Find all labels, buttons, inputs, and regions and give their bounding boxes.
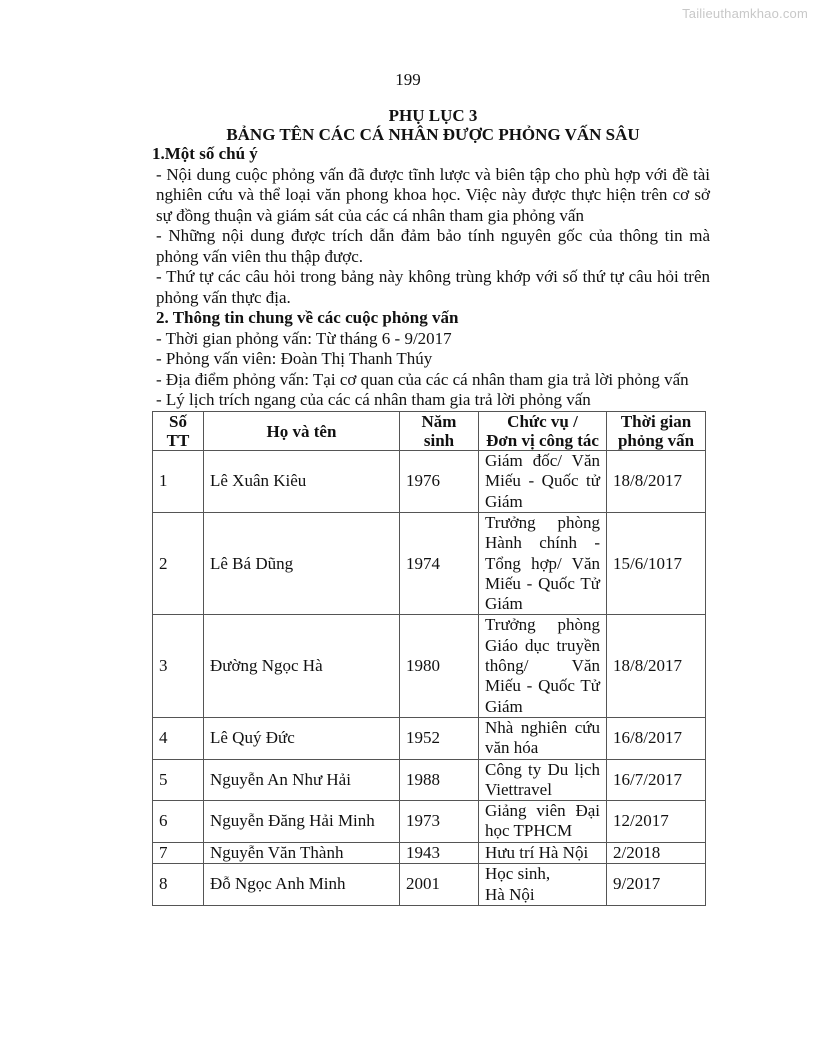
cell-year: 1973 (400, 801, 479, 843)
table-row (153, 717, 706, 759)
header-name: Họ và tên (204, 412, 400, 451)
cell-year: 1988 (400, 759, 479, 801)
table-title: BẢNG TÊN CÁC CÁ NHÂN ĐƯỢC PHỎNG VẤN SÂU (226, 125, 640, 144)
appendix-title: PHỤ LỤC 3 (388, 106, 478, 125)
cell-name: Nguyễn Đăng Hải Minh (204, 801, 400, 843)
cell-date: 16/7/2017 (607, 759, 706, 801)
cell-stt: 5 (153, 759, 204, 801)
cell-position: Học sinh, Hà Nội (479, 864, 607, 906)
cell-date: 2/2018 (607, 842, 706, 863)
cell-year: 1952 (400, 717, 479, 759)
info-line: - Phỏng vấn viên: Đoàn Thị Thanh Thúy (156, 349, 433, 368)
table-row (153, 615, 706, 717)
cell-date: 18/8/2017 (607, 615, 706, 717)
cell-year: 2001 (400, 864, 479, 906)
cell-position: Giám đốc/ Văn Miếu - Quốc tử Giám (479, 451, 607, 513)
cell-name: Lê Quý Đức (204, 717, 400, 759)
cell-stt: 1 (153, 451, 204, 513)
info-line: - Thời gian phỏng vấn: Từ tháng 6 - 9/2017 (156, 328, 452, 348)
cell-stt: 3 (153, 615, 204, 717)
cell-name: Đỗ Ngọc Anh Minh (204, 864, 400, 906)
cell-year: 1976 (400, 451, 479, 513)
cell-year: 1980 (400, 615, 479, 717)
table-row (153, 451, 706, 513)
table-row (153, 842, 706, 863)
section-1-heading: 1.Một số chú ý (152, 144, 258, 163)
section-2-heading: 2. Thông tin chung về các cuộc phỏng vấn (156, 308, 459, 327)
cell-position: Giảng viên Đại học TPHCM (479, 801, 607, 843)
cell-position: Nhà nghiên cứu văn hóa (479, 717, 607, 759)
cell-date: 9/2017 (607, 864, 706, 906)
table-row (153, 513, 706, 615)
document-body (152, 106, 710, 411)
cell-stt: 4 (153, 717, 204, 759)
note-paragraph: - Nội dung cuộc phỏng vấn đã được tĩnh lược và biên tập cho phù hợp với đề tài nghiên cứu và thể loại văn phong khoa học. Việc này được thực hiện trên cơ sở sự đồng thuận và giám sát của các cá nhân tham gia phỏng vấn (156, 164, 710, 225)
cell-position: Công ty Du lịch Viettravel (479, 759, 607, 801)
cell-year: 1974 (400, 513, 479, 615)
cell-date: 12/2017 (607, 801, 706, 843)
table-row (153, 759, 706, 801)
page-number: 199 (395, 70, 421, 89)
cell-name: Nguyễn An Như Hải (204, 759, 400, 801)
interviewee-table (152, 411, 706, 906)
cell-name: Lê Xuân Kiêu (204, 451, 400, 513)
info-line: - Địa điểm phỏng vấn: Tại cơ quan của các cá nhân tham gia trả lời phỏng vấn (156, 369, 689, 389)
watermark: Tailieuthamkhao.com (682, 6, 808, 21)
header-year: Năm sinh (400, 412, 479, 451)
cell-position: Trưởng phòng Hành chính - Tổng hợp/ Văn Miếu - Quốc Tử Giám (479, 513, 607, 615)
cell-name: Lê Bá Dũng (204, 513, 400, 615)
table-row (153, 864, 706, 906)
cell-stt: 7 (153, 842, 204, 863)
note-paragraph: - Thứ tự các câu hỏi trong bảng này không trùng khớp với số thứ tự câu hỏi trên phỏng vấn thực địa. (156, 267, 710, 307)
cell-date: 16/8/2017 (607, 717, 706, 759)
cell-stt: 8 (153, 864, 204, 906)
cell-year: 1943 (400, 842, 479, 863)
cell-stt: 6 (153, 801, 204, 843)
header-position: Chức vụ / Đơn vị công tác (479, 412, 607, 451)
table-row (153, 801, 706, 843)
cell-name: Nguyễn Văn Thành (204, 842, 400, 863)
table-header-row (153, 412, 706, 451)
cell-date: 15/6/1017 (607, 513, 706, 615)
cell-position: Trưởng phòng Giáo dục truyền thông/ Văn Miếu - Quốc Tử Giám (479, 615, 607, 717)
header-date: Thời gian phỏng vấn (607, 412, 706, 451)
cell-stt: 2 (153, 513, 204, 615)
header-stt: Số TT (153, 412, 204, 451)
note-paragraph: - Những nội dung được trích dẫn đảm bảo tính nguyên gốc của thông tin mà phỏng vấn viên thu thập được. (156, 226, 710, 266)
info-line: - Lý lịch trích ngang của các cá nhân tham gia trả lời phỏng vấn (156, 390, 591, 409)
cell-name: Đường Ngọc Hà (204, 615, 400, 717)
cell-date: 18/8/2017 (607, 451, 706, 513)
cell-position: Hưu trí Hà Nội (479, 842, 607, 863)
